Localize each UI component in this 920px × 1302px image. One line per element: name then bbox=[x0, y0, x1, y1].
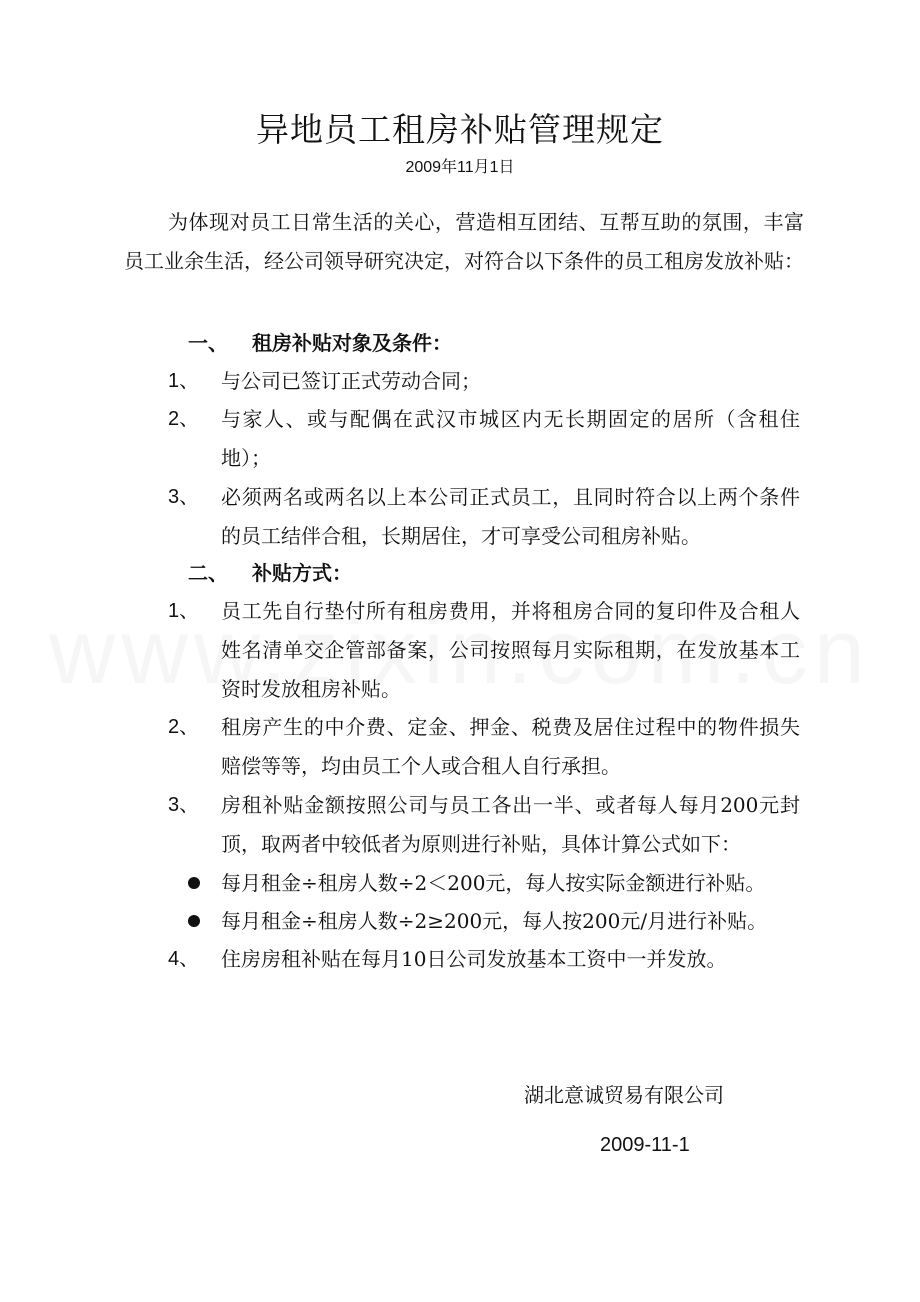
section-2-title: 补贴方式： bbox=[252, 561, 352, 585]
formula-bullet bbox=[188, 864, 808, 903]
item-text: 必须两名或两名以上本公司正式员工，且同时符合以上两个条件的员工结伴合租，长期居住，才可享受公司租房补贴。 bbox=[221, 485, 800, 548]
item-number: 2、 bbox=[168, 408, 200, 430]
section-2-item bbox=[168, 940, 800, 979]
formula-bullet bbox=[188, 902, 808, 941]
section-1-number: 一、 bbox=[188, 331, 228, 355]
section-1-item bbox=[168, 400, 800, 478]
item-text: 与家人、或与配偶在武汉市城区内无长期固定的居所（含租住地）； bbox=[221, 407, 800, 470]
item-number: 3、 bbox=[168, 794, 200, 816]
section-2-item bbox=[168, 708, 800, 786]
item-number: 2、 bbox=[168, 716, 200, 738]
item-number: 4、 bbox=[168, 948, 200, 970]
item-number: 1、 bbox=[168, 600, 200, 622]
item-text: 租房产生的中介费、定金、押金、税费及居住过程中的物件损失赔偿等等，均由员工个人或合租人自行承担。 bbox=[221, 715, 800, 778]
item-text: 房租补贴金额按照公司与员工各出一半、或者每人每月200元封顶，取两者中较低者为原则进行补贴，具体计算公式如下： bbox=[221, 793, 800, 856]
bullet-text: 每月租金÷租房人数÷2≥200元，每人按200元/月进行补贴。 bbox=[221, 909, 768, 933]
item-text: 住房房租补贴在每月10日公司发放基本工资中一并发放。 bbox=[221, 947, 727, 971]
item-text: 员工先自行垫付所有租房费用，并将租房合同的复印件及合租人姓名清单交企管部备案，公司按照每月实际租期，在发放基本工资时发放租房补贴。 bbox=[221, 599, 800, 701]
signature-date: 2009-11-1 bbox=[600, 1134, 690, 1156]
document-date: 2009年11月1日 bbox=[405, 159, 515, 176]
section-1-item bbox=[168, 362, 800, 401]
intro-paragraph: 为体现对员工日常生活的关心，营造相互团结、互帮互助的氛围，丰富员工业余生活，经公司领导研究决定，对符合以下条件的员工租房发放补贴： bbox=[124, 210, 804, 273]
section-1-title: 租房补贴对象及条件： bbox=[252, 331, 452, 355]
item-number: 3、 bbox=[168, 486, 200, 508]
signature-company: 湖北意诚贸易有限公司 bbox=[524, 1083, 724, 1107]
item-number: 1、 bbox=[168, 370, 200, 392]
section-1-heading bbox=[188, 328, 452, 358]
item-text: 与公司已签订正式劳动合同； bbox=[221, 369, 481, 393]
document-title: 异地员工租房补贴管理规定 bbox=[256, 110, 664, 149]
bullet-icon bbox=[188, 877, 200, 889]
section-2-item bbox=[168, 786, 800, 864]
section-2-heading bbox=[188, 558, 352, 588]
bullet-icon bbox=[188, 915, 200, 927]
section-2-item bbox=[168, 592, 800, 709]
bullet-text: 每月租金÷租房人数÷2＜200元，每人按实际金额进行补贴。 bbox=[221, 871, 766, 895]
section-2-number: 二、 bbox=[188, 561, 228, 585]
section-1-item bbox=[168, 478, 800, 556]
